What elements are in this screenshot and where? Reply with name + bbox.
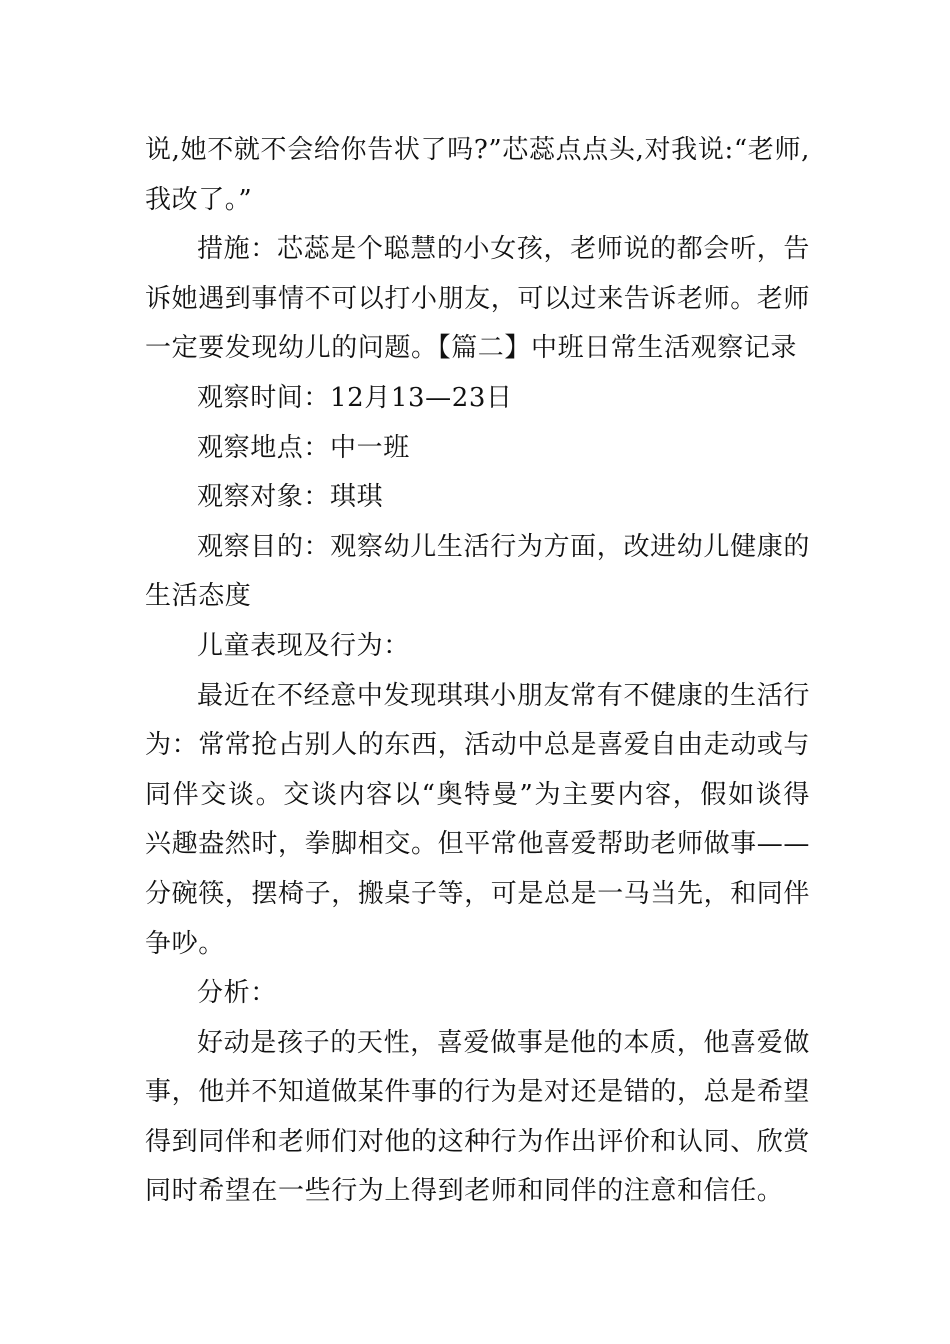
body-text [145, 126, 810, 1217]
paragraph-1: 说,她不就不会给你告状了吗?”芯蕊点点头,对我说:“老师,我改了。” [145, 135, 810, 215]
paragraph-4: 观察地点：中一班 [197, 432, 410, 463]
paragraph-9: 分析： [197, 978, 277, 1009]
paragraph-7: 儿童表现及行为： [197, 630, 410, 661]
paragraph-10: 好动是孩子的天性，喜爱做事是他的本质，他喜爱做事，他并不知道做某件事的行为是对还是错的，总是希望得到同伴和老师们对他的这种行为作出评价和认同、欣赏同时希望在一些行为上得到老师和同伴的注意和信任。 [145, 1027, 811, 1207]
paragraph-2: 措施：芯蕊是个聪慧的小女孩，老师说的都会听，告诉她遇到事情不可以打小朋友，可以过来告诉老师。老师一定要发现幼儿的问题。【篇二】中班日常生活观察记录 [145, 234, 811, 364]
paragraph-3: 观察时间：12月13—23日 [197, 382, 513, 413]
paragraph-6: 观察目的：观察幼儿生活行为方面，改进幼儿健康的生活态度 [145, 531, 810, 612]
paragraph-5: 观察对象：琪琪 [197, 482, 384, 513]
paragraph-8: 最近在不经意中发现琪琪小朋友常有不健康的生活行为：常常抢占别人的东西，活动中总是喜爱自由走动或与同伴交谈。交谈内容以“奥特曼”为主要内容，假如谈得兴趣盎然时，拳脚相交。但平常他喜爱帮助老师做事——分碗筷，摆椅子，搬桌子等，可是总是一马当先，和同伴争吵。 [145, 680, 811, 959]
